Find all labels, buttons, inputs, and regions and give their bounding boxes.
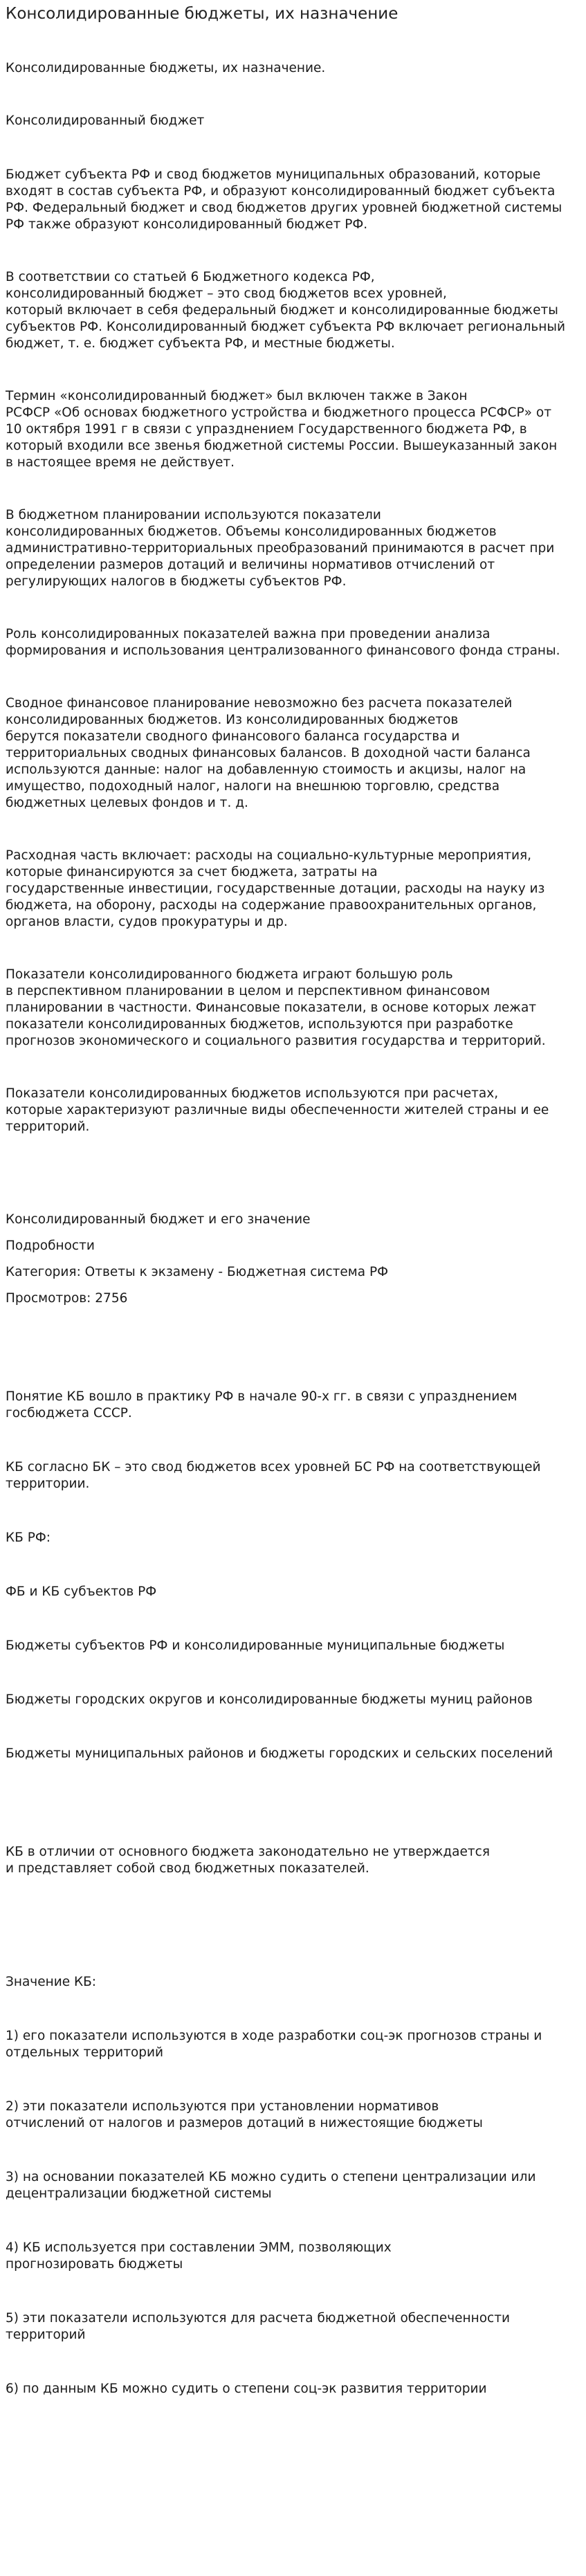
category-line: Категория: Ответы к экзамену - Бюджетная система РФ <box>6 1265 389 1279</box>
intro-paragraph-1: Консолидированные бюджеты, их назначение. <box>6 61 326 75</box>
section2-paragraph-5: Бюджеты субъектов РФ и консолидированные муниципальные бюджеты <box>6 1638 505 1653</box>
views-count: Просмотров: 2756 <box>6 1291 128 1306</box>
section2-paragraph-2: КБ согласно БК – это свод бюджетов всех уровней БС РФ на соответствующей территории. <box>6 1460 541 1491</box>
intro-paragraph-4: В соответствии со статьей 6 Бюджетного кодекса РФ, консолидированный бюджет – это свод бюджетов всех уровней, который включает в себя федеральный бюджет и консолидированные бюджеты субъектов РФ. Консолидированный бюджет субъекта РФ включает региональный бюджет, т. е. бюджет субъекта РФ, и местные бюджеты. <box>6 270 566 351</box>
intro-paragraph-7: Роль консолидированных показателей важна при проведении анализа формирования и использования централизованного финансового фонда страны. <box>6 627 560 658</box>
intro-paragraph-11: Показатели консолидированных бюджетов используются при расчетах, которые характеризуют различные виды обеспеченности жителей страны и ее территорий. <box>6 1086 549 1134</box>
intro-paragraph-9: Расходная часть включает: расходы на социально-культурные мероприятия, которые финансируются за счет бюджета, затраты на государственные инвестиции, государственные дотации, расходы на науку из бюджета, на оборону, расходы на содержание правоохранительных органов, органов власти, судов прокуратуры и др. <box>6 848 545 929</box>
page-title: Консолидированные бюджеты, их назначение <box>6 5 399 23</box>
significance-item-4: 4) КБ используется при составлении ЭММ, позволяющих прогнозировать бюджеты <box>6 2240 392 2272</box>
intro-paragraph-2: Консолидированный бюджет <box>6 113 205 128</box>
section2-paragraph-6: Бюджеты городских округов и консолидированные бюджеты муниц районов <box>6 1692 533 1707</box>
intro-paragraph-5: Термин «консолидированный бюджет» был включен также в Закон РСФСР «Об основах бюджетного устройства и бюджетного процесса РСФСР» от 10 октября 1991 г в связи с упразднением Государственного бюджета РФ, в который входили все звенья бюджетной системы России. Вышеуказанный закон в настоящее время не действует. <box>6 389 558 470</box>
intro-paragraph-6: В бюджетном планировании используются показатели консолидированных бюджетов. Объемы консолидированных бюджетов административно-территориальных преобразований принимаются в расчет при определении размеров дотаций и величины нормативов отчислений от регулирующих налогов в бюджеты субъектов РФ. <box>6 508 555 589</box>
details-label: Подробности <box>6 1239 95 1253</box>
intro-paragraph-3: Бюджет субъекта РФ и свод бюджетов муниципальных образований, которые входят в состав субъекта РФ, и образуют консолидированный бюджет субъекта РФ. Федеральный бюджет и свод бюджетов других уровней бюджетной системы РФ также образуют консолидированный бюджет РФ. <box>6 167 562 232</box>
significance-item-2: 2) эти показатели используются при установлении нормативов отчислений от налогов и размеров дотаций в нижестоящие бюджеты <box>6 2099 483 2130</box>
section2-paragraph-1: Понятие КБ вошло в практику РФ в начале 90-х гг. в связи с упразднением госбюджета СССР. <box>6 1389 518 1421</box>
significance-item-3: 3) на основании показателей КБ можно судить о степени централизации или децентрализации бюджетной системы <box>6 2170 536 2201</box>
section2-paragraph-7: Бюджеты муниципальных районов и бюджеты городских и сельских поселений <box>6 1746 553 1761</box>
significance-item-1: 1) его показатели используются в ходе разработки соц-эк прогнозов страны и отдельных территорий <box>6 2029 542 2060</box>
section3-paragraph: КБ в отличии от основного бюджета законодательно не утверждается и представляет собой свод бюджетных показателей. <box>6 1845 490 1876</box>
intro-paragraph-10: Показатели консолидированного бюджета играют большую роль в перспективном планировании в целом и перспективном финансовом планировании в частности. Финансовые показатели, в основе которых лежат показатели консолидированных бюджетов, используются при разработке прогнозов экономического и социального развития государства и территорий. <box>6 967 546 1048</box>
significance-item-6: 6) по данным КБ можно судить о степени соц-эк развития территории <box>6 2382 487 2396</box>
significance-heading: Значение КБ: <box>6 1975 97 1989</box>
section2-paragraph-4: ФБ и КБ субъектов РФ <box>6 1584 157 1599</box>
intro-paragraph-8: Сводное финансовое планирование невозможно без расчета показателей консолидированных бюджетов. Из консолидированных бюджетов берутся показатели сводного финансового баланса государства и территориальных сводных финансовых балансов. В доходной части баланса используются данные: налог на добавленную стоимость и акцизы, налог на имущество, подоходный налог, налоги на внешнюю торговлю, средства бюджетных целевых фондов и т. д. <box>6 696 531 810</box>
meta-heading: Консолидированный бюджет и его значение <box>6 1212 311 1227</box>
section2-paragraph-3: КБ РФ: <box>6 1531 51 1545</box>
significance-item-5: 5) эти показатели используются для расчета бюджетной обеспеченности территорий <box>6 2311 510 2342</box>
